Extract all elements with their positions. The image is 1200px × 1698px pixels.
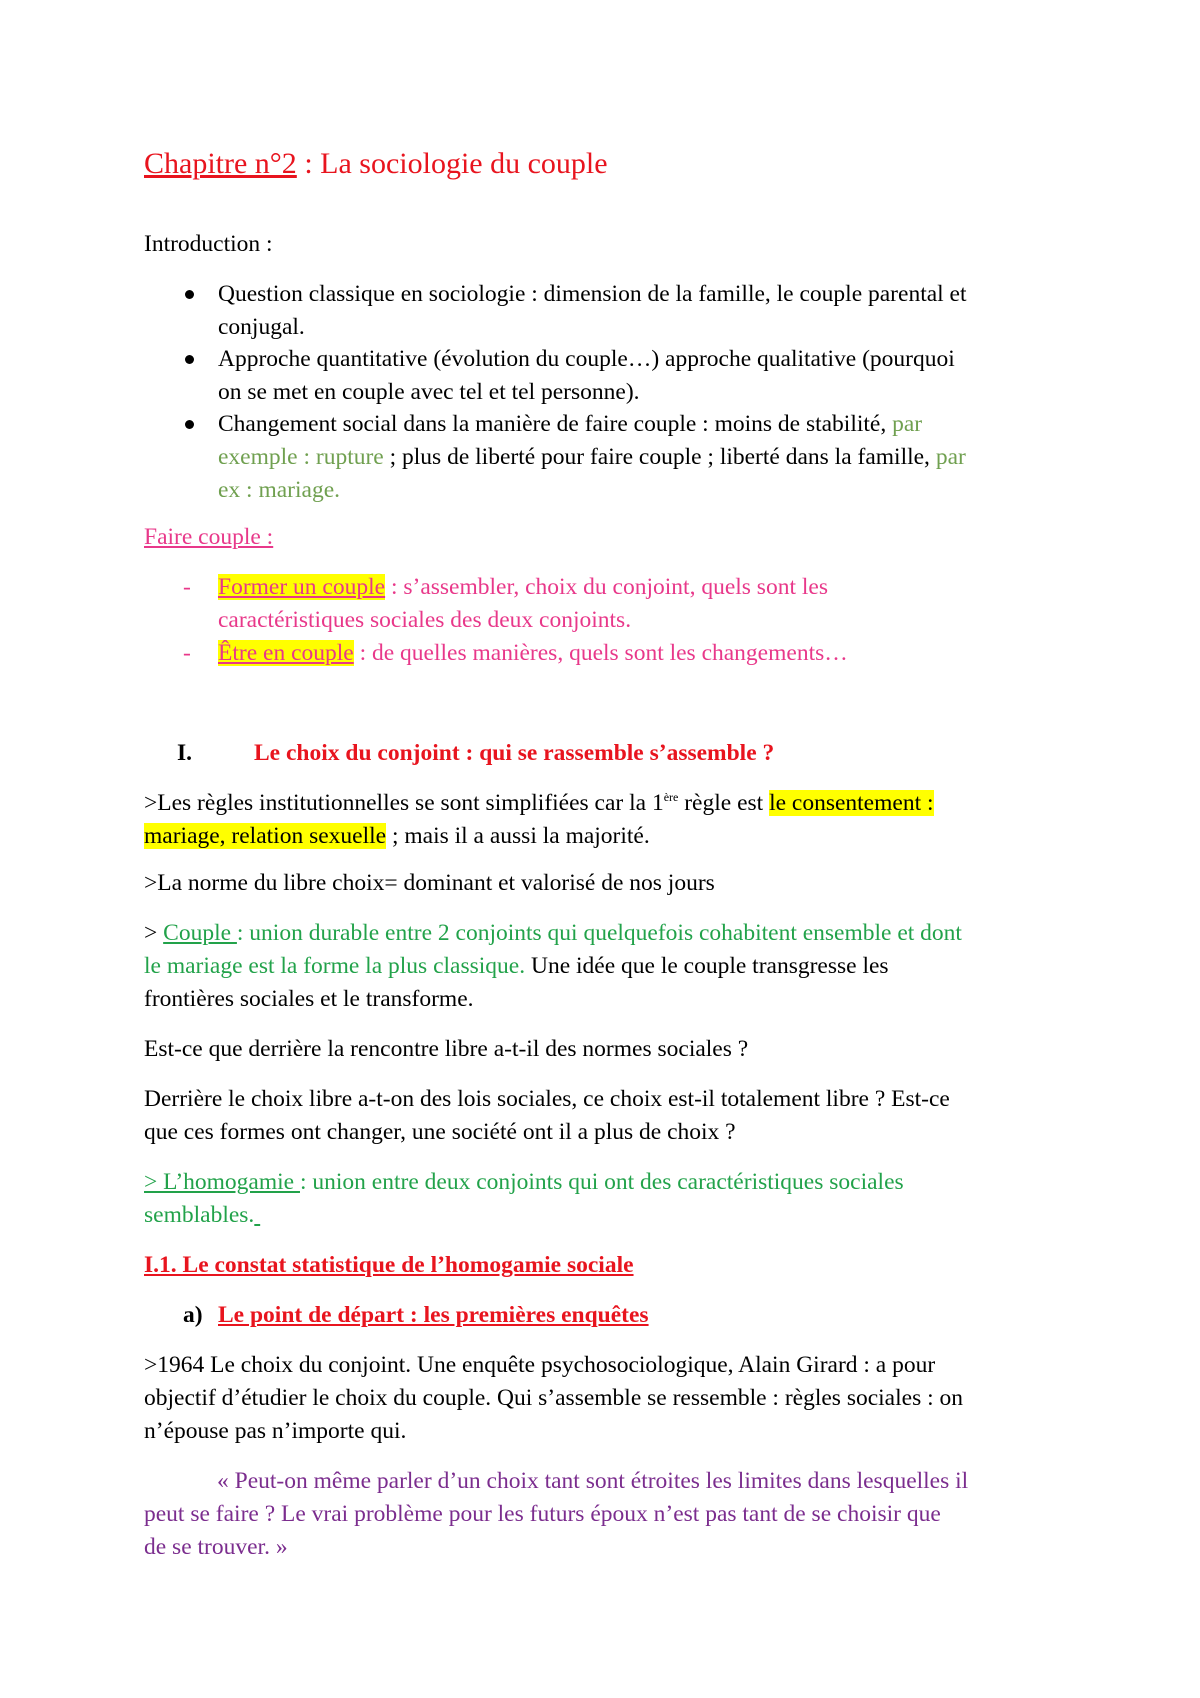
quote-line-3: de se trouver. » (144, 1534, 288, 1560)
paragraph-text: > (144, 920, 164, 946)
sub-a-title: Le point de départ : les premières enquêtes (218, 1302, 649, 1328)
item-text: : de quelles manières, quels sont les changements… (353, 640, 848, 666)
section1-paragraph-5-line-2: que ces formes ont changer, une société ont il a plus de choix ? (144, 1119, 736, 1145)
paragraph-text: ; mais il a aussi la majorité. (386, 823, 650, 849)
highlighted-term: Former un couple (218, 574, 386, 600)
chapter-number: Chapitre n°2 (144, 147, 297, 180)
quote-line-2: peut se faire ? Le vrai problème pour les futurs époux n’est pas tant de se choisir que (144, 1501, 941, 1527)
bullet-3-example: exemple : rupture (218, 444, 384, 470)
definition-term: > L’homogamie (144, 1169, 300, 1195)
intro-bullet-1-line-1: Question classique en sociologie : dimension de la famille, le couple parental et (218, 281, 967, 307)
faire-couple-item-1-line-2: caractéristiques sociales des deux conjoints. (218, 607, 632, 633)
section1-1-paragraph-1-line-3: n’épouse pas n’importe qui. (144, 1418, 407, 1444)
bullet-3-text: Changement social dans la manière de faire couple : moins de stabilité, (218, 411, 893, 437)
section-numeral: I. (177, 740, 193, 766)
section1-paragraph-2: >La norme du libre choix= dominant et valorisé de nos jours (144, 870, 715, 896)
section1-paragraph-3-line-3: frontières sociales et le transforme. (144, 986, 474, 1012)
intro-bullet-3-line-2 (218, 441, 966, 474)
title-separator: : (296, 147, 321, 180)
faire-couple-item-2-line-1 (218, 637, 848, 670)
definition-text: le mariage est la forme la plus classique. (144, 953, 526, 979)
section1-paragraph-1-line-1 (144, 787, 934, 820)
intro-bullet-3-line-1 (218, 408, 922, 441)
paragraph-text: Une idée que le couple transgresse les (525, 953, 889, 979)
bullet-icon (185, 355, 194, 364)
bullet-3-text: ; plus de liberté pour faire couple ; liberté dans la famille, (383, 444, 936, 470)
section1-paragraph-4: Est-ce que derrière la rencontre libre a-t-il des normes sociales ? (144, 1036, 749, 1062)
subsection-heading: I.1. Le constat statistique de l’homogamie sociale (144, 1252, 634, 1278)
faire-couple-heading: Faire couple : (144, 524, 274, 550)
item-text: : s’assembler, choix du conjoint, quels sont les (385, 574, 828, 600)
intro-bullet-1-line-2: conjugal. (218, 314, 305, 340)
section1-paragraph-5-line-1: Derrière le choix libre a-t-on des lois sociales, ce choix est-il totalement libre ? Est-ce (144, 1086, 950, 1112)
ordinal-suffix: ère (663, 790, 679, 805)
sub-a-label: a) (183, 1302, 203, 1328)
faire-couple-item-1-line-1 (218, 571, 828, 604)
definition-text: : union entre deux conjoints qui ont des caractéristiques sociales (299, 1169, 904, 1195)
highlighted-term: le consentement : (769, 790, 934, 816)
section1-paragraph-1-line-2 (144, 820, 650, 853)
dash-marker: - (183, 574, 191, 600)
bullet-icon (185, 420, 194, 429)
intro-bullet-3-line-3: ex : mariage. (218, 477, 341, 503)
intro-bullet-2-line-2: on se met en couple avec tel et tel personne). (218, 379, 640, 405)
definition-text: semblables. (144, 1202, 255, 1228)
section-heading: Le choix du conjoint : qui se rassemble s’assemble ? (254, 740, 775, 766)
quote-line-1: « Peut-on même parler d’un choix tant sont étroites les limites dans lesquelles il (217, 1468, 969, 1494)
definition-term: Couple (163, 920, 237, 946)
highlighted-term: mariage, relation sexuelle (144, 823, 387, 849)
dash-marker: - (183, 640, 191, 666)
chapter-name: La sociologie du couple (320, 147, 608, 180)
intro-heading: Introduction : (144, 231, 273, 257)
highlighted-term: Être en couple (218, 640, 354, 666)
trailing-space (254, 1202, 260, 1228)
bullet-3-example: par (935, 444, 966, 470)
definition-text: : union durable entre 2 conjoints qui quelquefois cohabitent ensemble et dont (236, 920, 962, 946)
bullet-icon (185, 290, 194, 299)
paragraph-text: règle est (678, 790, 770, 816)
section1-1-paragraph-1-line-1: >1964 Le choix du conjoint. Une enquête psychosociologique, Alain Girard : a pour (144, 1352, 936, 1378)
section1-paragraph-3-line-1 (144, 917, 962, 950)
section1-1-paragraph-1-line-2: objectif d’étudier le choix du couple. Qui s’assemble se ressemble : règles sociales : on (144, 1385, 963, 1411)
bullet-3-example: par (892, 411, 923, 437)
intro-bullet-2-line-1: Approche quantitative (évolution du couple…) approche qualitative (pourquoi (218, 346, 955, 372)
section1-paragraph-3-line-2 (144, 950, 889, 983)
section1-paragraph-6-line-2 (144, 1199, 260, 1232)
chapter-title (144, 144, 608, 184)
paragraph-text: >Les règles institutionnelles se sont simplifiées car la 1 (144, 790, 664, 816)
section1-paragraph-6-line-1 (144, 1166, 904, 1199)
